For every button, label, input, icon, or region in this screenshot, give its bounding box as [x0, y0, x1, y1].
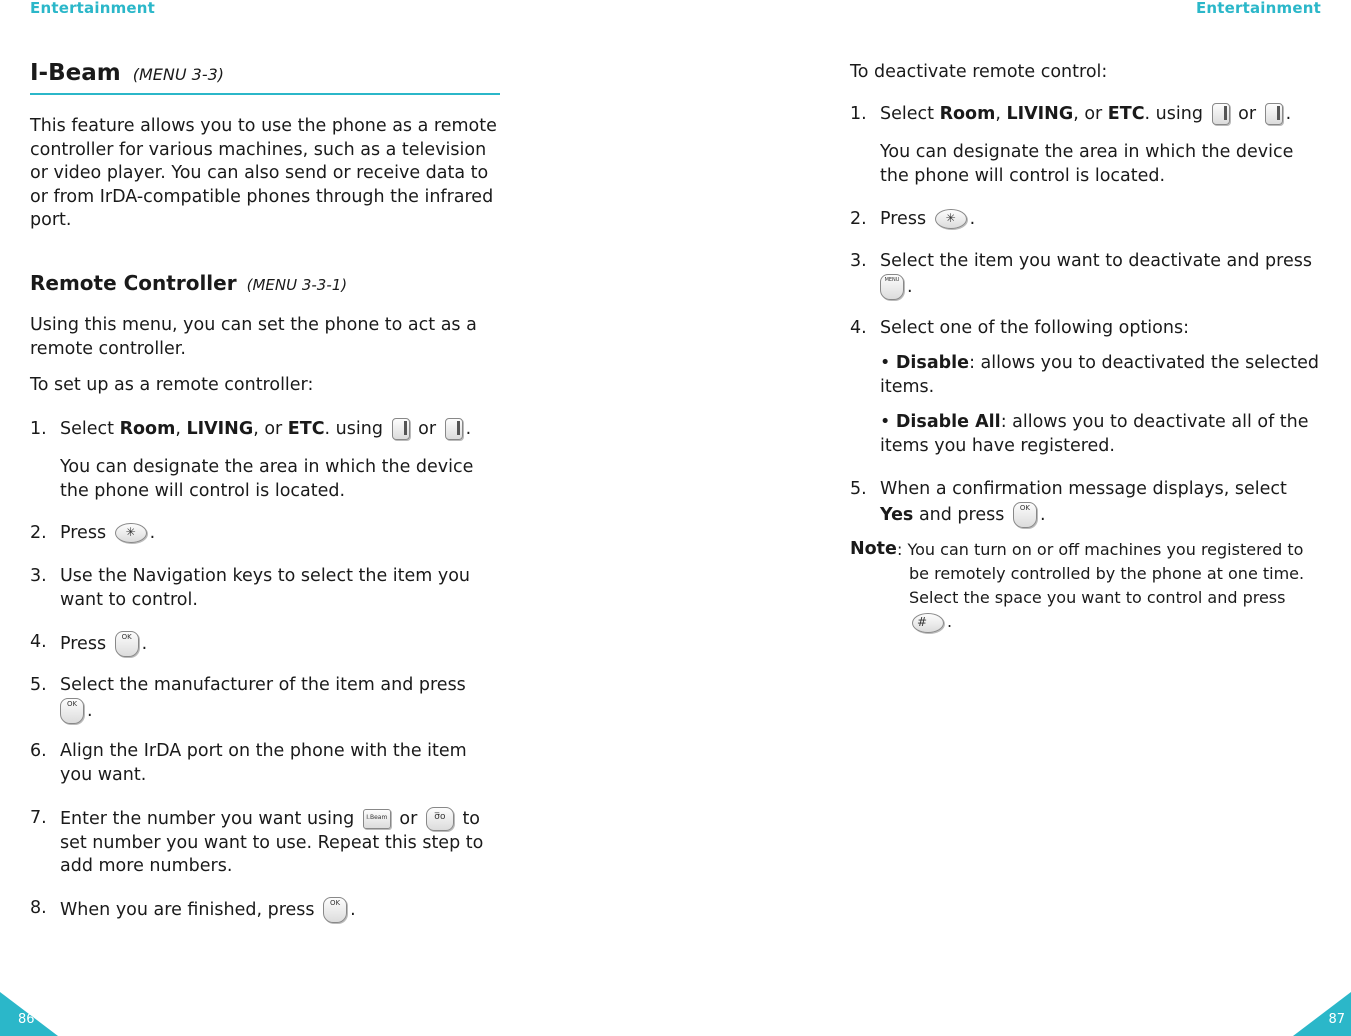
- sub-intro-paragraph: Using this menu, you can set the phone to act as a remote controller.: [30, 315, 477, 359]
- subsection-title: [30, 271, 347, 295]
- ibeam-key-icon: I.Beam: [363, 809, 391, 829]
- ok-key-icon: OK: [1013, 502, 1037, 528]
- star-key-icon: ✳: [935, 209, 967, 229]
- left-page: Entertainment I-Beam (MENU 3-3) This feature allows you to use the phone as a remote controller for various machines, such as a television or video player. You can also send or receive data to or from IrDA-compatible phones through the infrared port. Remote Controller (MENU 3-3-1) Using this menu, you can set the phone to act as a remote controller. To set up as a remote controller: 1. Select Room, LIVING, or ETC. using or . You can designate the area in which the device the phone will control is located. 2. Press ✳ . 3. Use the Navigation keys to select the item you want to control. 4. Press OK . 5. Select the manufacturer of the item and press OK . 6. Align the IrDA port on the phone with the item you want. 7. Enter the number you want using I.Beam or σ̅o to set number you want to use. Repeat this step to add more numbers. 8. When you are finished, press OK . 86: [0, 0, 675, 1036]
- step-1-note: You can designate the area in which the device the phone will control is located.: [60, 457, 474, 501]
- r-step-1-note: You can designate the area in which the device the phone will control is located.: [880, 142, 1294, 186]
- ok-key-icon: OK: [60, 698, 84, 724]
- option-disable: • Disable: allows you to deactivated the selected items.: [880, 353, 1319, 397]
- deactivate-lead: To deactivate remote control:: [850, 62, 1108, 82]
- header-right: Entertainment: [1195, 0, 1321, 17]
- title-rule: [30, 93, 500, 95]
- ok-key-icon: OK: [115, 631, 139, 657]
- title-text: I-Beam: [30, 60, 121, 86]
- option-disable-all: • Disable All: allows you to deactivate all of the items you have registered.: [880, 412, 1309, 456]
- voicemail-key-icon: σ̅o: [426, 807, 454, 831]
- hash-key-icon: #: [912, 613, 944, 633]
- intro-paragraph: This feature allows you to use the phone as a remote controller for various machines, such as a television or video player. You can also send or receive data to or from IrDA-compatible phones through the infrared port.: [30, 116, 497, 230]
- right-page: Entertainment To deactivate remote control: 1. Select Room, LIVING, or ETC. using or . You can designate the area in which the device the phone will control is located. 2. Press ✳ . 3. Select the item you want to deactivate and press MENU . 4. Select one of the following options: • Disable: allows you to deactivated the selected items. • Disable All: allows you to deactivate all of the items you have registered. 5. When a confirmation message displays, select Yes and press OK . Note : You can turn on or off machines you registered to be remotely controlled by the phone at one time. Select the space you want to control and press # . 87: [675, 0, 1351, 1036]
- section-title: [30, 60, 224, 86]
- right-soft-key-icon: [1265, 103, 1283, 125]
- subsection-text: Remote Controller: [30, 271, 237, 295]
- left-soft-key-icon: [392, 418, 410, 440]
- subsection-menu: (MENU 3-3-1): [246, 276, 348, 294]
- page-number-right: 87: [1328, 1012, 1345, 1027]
- ok-key-icon: OK: [323, 897, 347, 923]
- left-soft-key-icon: [1212, 103, 1230, 125]
- step-number: 1.: [30, 419, 47, 439]
- star-key-icon: ✳: [115, 523, 147, 543]
- note-label: Note: [850, 539, 897, 559]
- note-text: : You can turn on or off machines you registered to be remotely controlled by the phone at one time. Select the space you want to control and press # .: [897, 540, 1305, 631]
- setup-lead: To set up as a remote controller:: [30, 375, 314, 395]
- page-number-left: 86: [18, 1012, 35, 1027]
- title-menu: (MENU 3-3): [132, 65, 225, 84]
- right-soft-key-icon: [445, 418, 463, 440]
- step-text: Select Room, LIVING, or ETC. using or .: [60, 419, 472, 439]
- header-left: Entertainment: [30, 0, 156, 17]
- menu-key-icon: MENU: [880, 274, 904, 300]
